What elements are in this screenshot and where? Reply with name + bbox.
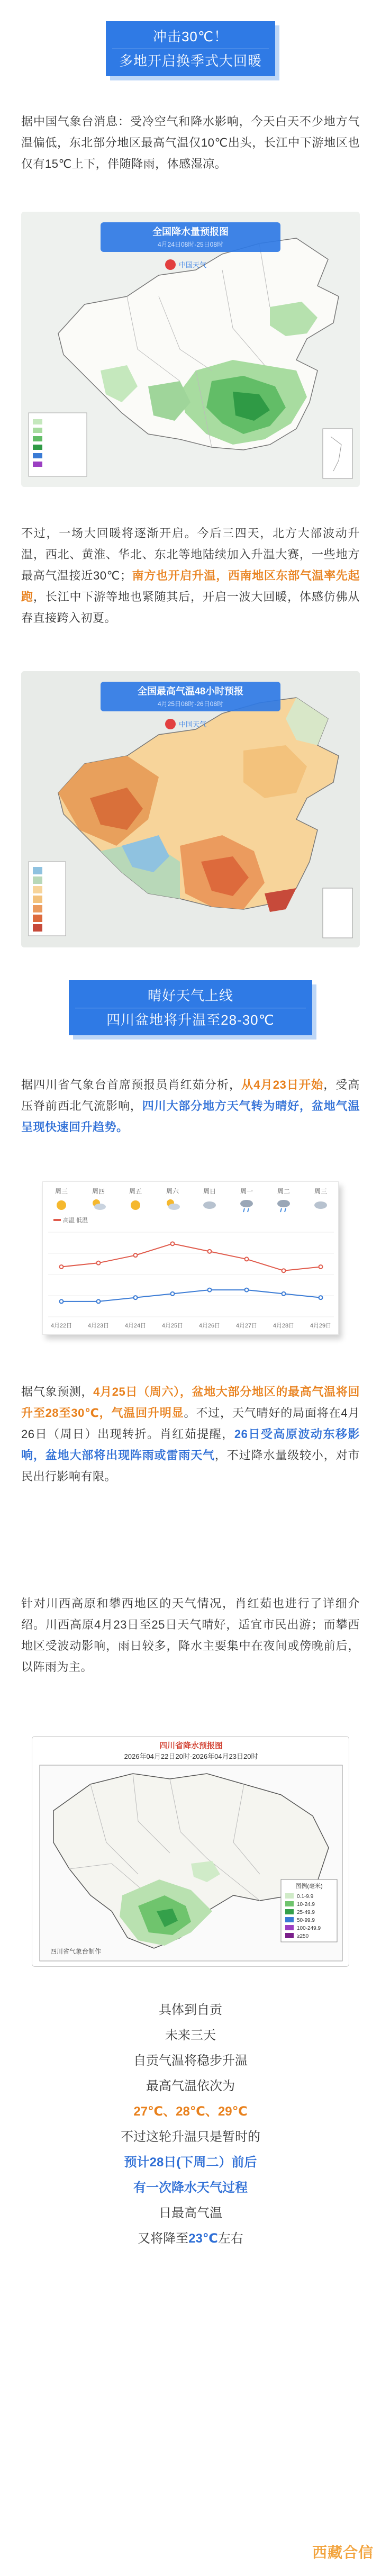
- forecast-date: 4月24日: [124, 1323, 147, 1329]
- high-temp-point: [60, 1265, 64, 1269]
- high-temp-point: [245, 1257, 249, 1261]
- ending-temps: 27℃、28℃、29℃: [133, 2104, 248, 2119]
- sichuan-precipitation-map: [32, 1736, 349, 1967]
- paragraph-west-sichuan: 针对川西高原和攀西地区的天气情况，肖红茹也进行了详细介绍。川西高原4月23日至25日天气晴好，适宜市民出游；而攀西地区受波动影响，雨日较多，降水主要集中在夜间或傍晚前后，以阵雨为主。: [21, 1597, 360, 1674]
- high-temp-point: [208, 1250, 212, 1253]
- highlight-sunny: 四川大部分地方天气转为晴好，盆地气温呈现快速回升趋势。: [21, 1099, 360, 1134]
- ending-line-3: 自贡气温将稳步升温: [133, 2054, 248, 2068]
- rain-icon: [277, 1200, 290, 1207]
- highlight-april26: 26日受高原波动东移影响，盆地大部将出现阵雨或雷雨天气: [21, 1427, 360, 1462]
- legend-swatch: [285, 1917, 294, 1922]
- ending-text: 左右: [217, 2231, 243, 2246]
- paragraph-text: 。不过，天气晴好的局面将在4月26日（周日）出现转折。肖红茹提醒，: [21, 1406, 360, 1441]
- map-subtitle: 4月24日08时-25日08时: [157, 241, 224, 248]
- legend-swatch: [285, 1893, 294, 1899]
- high-temp-point: [319, 1265, 323, 1269]
- rain-drop: [243, 1208, 244, 1212]
- paragraph-text: 据四川省气象台首席预报员肖红茹分析，: [21, 1078, 242, 1091]
- paragraph-warming: [21, 523, 360, 629]
- low-temp-point: [208, 1288, 212, 1292]
- brand-logo-icon: [165, 259, 176, 270]
- ending-line-2: 未来三天: [165, 2028, 216, 2042]
- forecast-day: 周四: [92, 1188, 105, 1195]
- forecast-date: 4月26日: [198, 1323, 221, 1329]
- forecast-day: 周日: [203, 1188, 216, 1195]
- forecast-date: 4月22日: [50, 1323, 72, 1329]
- high-temp-point: [282, 1269, 286, 1272]
- sichuan-map-graphic: [32, 1737, 349, 1967]
- low-temp-point: [171, 1292, 175, 1296]
- paragraph-text: 据气象预测，: [21, 1385, 94, 1398]
- forecast-date: 4月29日: [310, 1323, 332, 1329]
- forecast-date: 4月27日: [235, 1323, 258, 1329]
- legend-swatch: [285, 1901, 294, 1906]
- legend-text: 高温 低温: [63, 1217, 88, 1224]
- forecast-day: 周六: [166, 1188, 179, 1195]
- low-temp-point: [245, 1288, 249, 1292]
- forecast-day: 周一: [240, 1188, 253, 1195]
- legend-label: 50-99.9: [297, 1918, 315, 1923]
- forecast-day: 周三: [55, 1188, 68, 1195]
- low-temp-point: [97, 1299, 101, 1303]
- watermark: 西藏合信: [312, 2544, 374, 2561]
- highlight-date: 从4月23日开始: [241, 1078, 324, 1091]
- map-subtitle: 4月25日08时-26日08时: [157, 700, 224, 708]
- legend-high-swatch: [53, 1219, 61, 1221]
- map-title: 全国最高气温48小时预报: [137, 686, 244, 697]
- forecast-date: 4月28日: [273, 1323, 295, 1329]
- cloud-shape: [168, 1204, 180, 1210]
- sun-icon: [57, 1200, 66, 1210]
- forecast-day: 周二: [277, 1188, 291, 1195]
- forecast-card: [42, 1181, 339, 1335]
- temperature-map: [21, 671, 360, 947]
- ending-line-6: 不过这轮升温只是暂时的: [121, 2130, 260, 2144]
- title-banner-sichuan: [69, 980, 312, 1035]
- rain-drop: [248, 1208, 249, 1212]
- map-org: 四川省气象台制作: [50, 1948, 102, 1955]
- paragraph-text: ，长江中下游等地也紧随其后，开启一波大回暖，体感仿佛从春直接跨入初夏。: [21, 590, 360, 625]
- map-brand: 中国天气: [179, 720, 207, 728]
- forecast-date: 4月25日: [161, 1323, 184, 1329]
- forecast-date: 4月23日: [87, 1323, 110, 1329]
- ending-rain-process: 有一次降水天气过程: [133, 2181, 248, 2195]
- legend-label: 0.1-9.9: [297, 1894, 314, 1900]
- ending-rain-date: 预计28日(下周二）前后: [124, 2155, 257, 2170]
- high-temp-line: [61, 1244, 321, 1271]
- ending-line-9: 日最高气温: [159, 2206, 222, 2220]
- legend-swatch: [285, 1909, 294, 1914]
- forecast-day: 周五: [129, 1188, 142, 1195]
- low-temp-point: [134, 1296, 138, 1299]
- rain-icon: [240, 1200, 253, 1207]
- paragraph-text: ，受高压脊前西北气流影响，: [21, 1078, 360, 1113]
- banner-line-2: 多地开启换季式大回暖: [119, 53, 262, 69]
- paragraph-forecast: [21, 1381, 360, 1487]
- ending-low-temp: 23℃: [188, 2231, 218, 2246]
- map-title: 四川省降水预报图: [159, 1741, 223, 1750]
- legend-label: 25-49.9: [297, 1910, 315, 1915]
- map-subtitle: 2026年04月22日20时-2026年04月23日20时: [124, 1752, 258, 1760]
- banner-line-1: 冲击30℃！: [152, 29, 229, 44]
- legend-title: 图例(毫米): [295, 1883, 323, 1890]
- ending-text: 又将降至: [138, 2231, 189, 2246]
- cloud-icon: [314, 1201, 327, 1209]
- ending-line-1: 具体到自贡: [159, 2003, 222, 2017]
- title-banner: [106, 21, 275, 76]
- precipitation-map: [21, 212, 360, 487]
- sun-icon: [131, 1200, 140, 1210]
- precipitation-map-graphic: [21, 212, 360, 487]
- map-title: 全国降水量预报图: [152, 227, 229, 237]
- forecast-day: 周三: [314, 1188, 328, 1195]
- highlight-april25: 4月25日（周六），盆地大部分地区的最高气温将回升至28至30℃，气温回升明显: [21, 1385, 360, 1420]
- temperature-map-graphic: [21, 671, 360, 947]
- high-temp-point: [97, 1261, 101, 1265]
- cloud-icon: [203, 1201, 216, 1209]
- brand-logo-icon: [165, 719, 176, 729]
- paragraph-text: ，不过降水量级较小，对市民出行影响有限。: [21, 1449, 360, 1483]
- ending-line-10: [0, 2229, 381, 2248]
- forecast-chart: [43, 1182, 339, 1335]
- map-brand: 中国天气: [179, 261, 207, 269]
- legend-swatch: [285, 1933, 294, 1938]
- legend-label: 10-24.9: [297, 1902, 315, 1908]
- high-temp-point: [171, 1242, 175, 1245]
- low-temp-point: [282, 1292, 286, 1296]
- paragraph-sichuan: [21, 1074, 360, 1138]
- low-temp-point: [319, 1296, 323, 1299]
- cloud-shape: [94, 1204, 106, 1210]
- rain-drop: [285, 1208, 286, 1212]
- rain-drop: [280, 1208, 282, 1212]
- ending-line-4: 最高气温依次为: [146, 2079, 235, 2093]
- legend-label: ≥250: [297, 1933, 309, 1939]
- paragraph-text: 不过，一场大回暖将逐渐开启。今后三四天，北方大部波动升温，西北、黄淮、华北、东北等地陆续加入升温大赛，一些地方最高气温接近30℃；: [21, 527, 360, 582]
- low-temp-point: [60, 1299, 64, 1303]
- banner-line-2: 四川盆地将升温至28-30℃: [106, 1012, 275, 1028]
- legend-label: 100-249.9: [297, 1926, 321, 1931]
- highlight-southwest: 南方也开启升温，西南地区东部气温率先起跑: [21, 569, 360, 603]
- paragraph-intro: 据中国气象台消息：受冷空气和降水影响，今天白天不少地方气温偏低，东北部分地区最高气温仅10℃出头，长江中下游地区也仅有15℃上下，伴随降雨，体感湿凉。: [21, 115, 360, 170]
- banner-line-1: 晴好天气上线: [147, 988, 233, 1004]
- high-temp-point: [134, 1253, 138, 1257]
- legend-swatch: [285, 1925, 294, 1930]
